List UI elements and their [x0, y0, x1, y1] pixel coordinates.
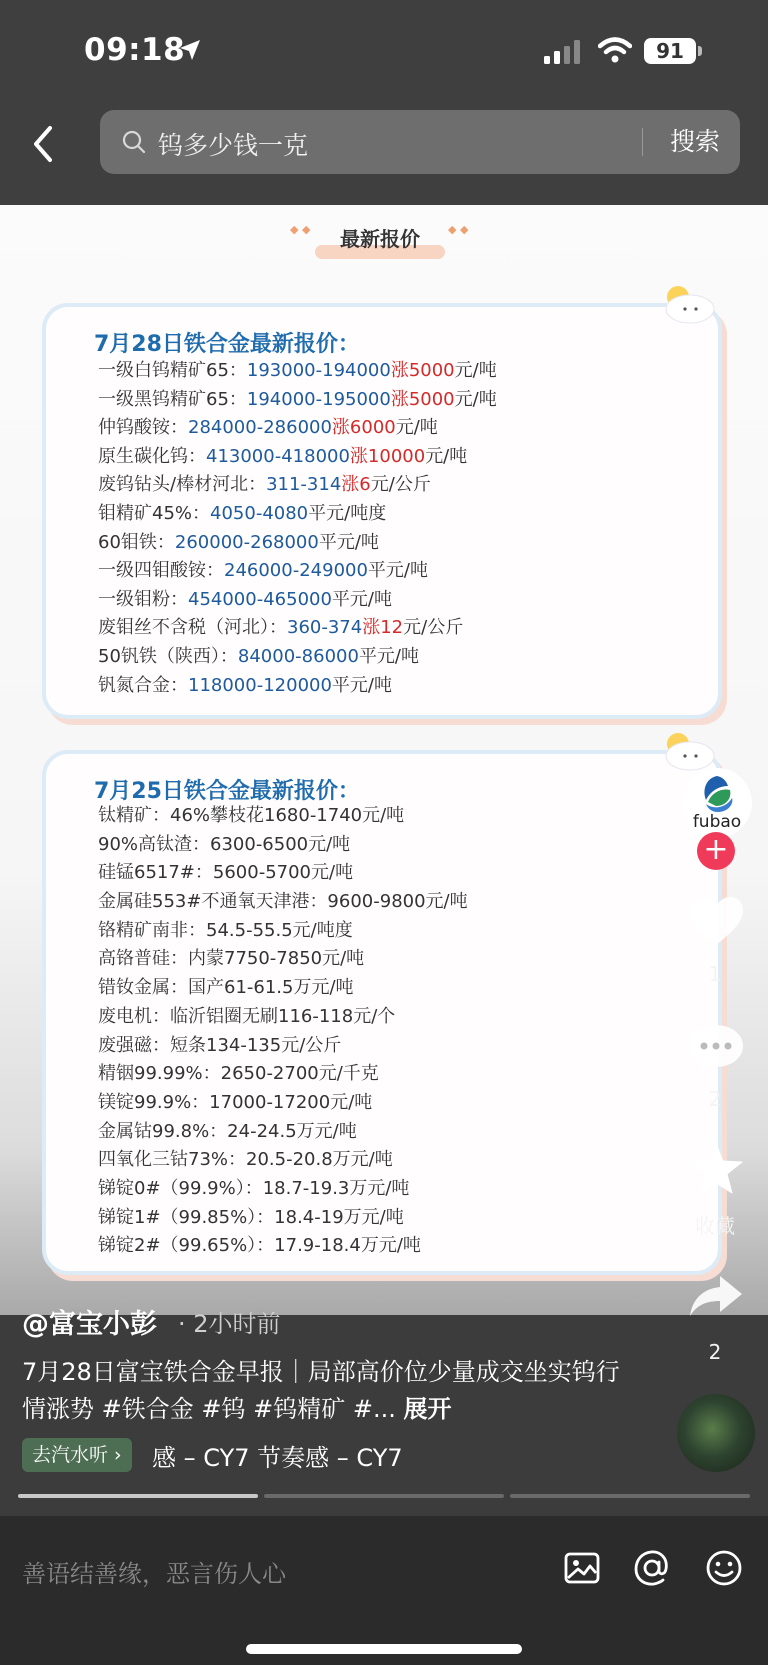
price-row-unit: 元/吨 [454, 388, 497, 410]
emoji-icon[interactable] [704, 1548, 744, 1588]
post-caption[interactable] [22, 1354, 622, 1428]
progress-segment-active [18, 1494, 258, 1498]
author-avatar[interactable] [682, 768, 752, 838]
price-row-value: 360-374 [287, 617, 363, 639]
share-count: 2 [708, 1340, 722, 1364]
card-title: 7月25日铁合金最新报价： [94, 779, 360, 804]
price-row-unit: 元/吨 [425, 445, 468, 467]
price-row-value: 84000-86000 [237, 645, 359, 667]
price-row: 错钕金属：国产61-61.5万元/吨 [98, 977, 354, 999]
comment-icon[interactable] [686, 1022, 746, 1074]
image-icon[interactable] [562, 1548, 602, 1588]
home-indicator [246, 1644, 522, 1654]
price-row [98, 357, 497, 386]
sparkle-icon: ◆ ◆ [448, 223, 469, 236]
price-row-unit: 平元/吨 [367, 560, 428, 582]
price-row: 镁锭99.9%：17000-17200元/吨 [98, 1091, 373, 1113]
price-row [98, 443, 497, 472]
price-row-value: 454000-465000 [188, 588, 332, 610]
price-row-name: 钒氮合金： [98, 674, 188, 696]
price-card-0725 [42, 750, 722, 1275]
comment-count: 2 [708, 1087, 722, 1111]
comment-input[interactable]: 善语结善缘，恶言伤人心 [22, 1560, 286, 1588]
post-time: · 2小时前 [178, 1310, 281, 1338]
price-row-unit: 平元/吨度 [308, 502, 387, 524]
price-row-value: 118000-120000 [188, 674, 332, 696]
price-row-value: 194000-195000 [246, 388, 391, 410]
wifi-icon [598, 36, 632, 64]
location-arrow-icon [178, 38, 202, 62]
price-row-unit: 平元/吨 [331, 674, 392, 696]
price-row-rise: 涨12 [362, 617, 404, 639]
search-query: 钨多少钱一克 [158, 131, 309, 160]
battery-tip [698, 46, 702, 56]
post-image[interactable] [0, 205, 768, 1315]
price-row-name: 废钨钻头/棒材河北： [98, 474, 267, 496]
price-row: 90%高钛渣：6300-6500元/吨 [98, 833, 351, 855]
price-row-rise: 涨6000 [331, 417, 396, 439]
expand-link[interactable]: 展开 [403, 1395, 452, 1423]
author-name[interactable]: @富宝小彭 [22, 1309, 157, 1340]
price-row: 锑锭1#（99.85%）：18.4-19万元/吨 [98, 1206, 404, 1228]
search-button[interactable]: 搜索 [669, 127, 720, 156]
price-row: 废电机：临沂铝圈无刷116-118元/个 [98, 1005, 396, 1027]
price-row: 金属硅553#不通氧天津港：9600-9800元/吨 [98, 891, 468, 913]
sun-cloud-icon [658, 724, 718, 774]
open-music-button[interactable]: 去汽水听 › [22, 1438, 132, 1472]
price-row-name: 原生碳化钨： [98, 445, 206, 467]
price-row [98, 643, 497, 672]
price-row [98, 529, 497, 558]
price-row-value: 193000-194000 [246, 360, 391, 381]
like-heart-icon[interactable] [686, 895, 746, 949]
music-disc[interactable] [677, 1394, 755, 1472]
price-row: 金属钴99.8%：24-24.5万元/吨 [98, 1120, 357, 1142]
follow-button[interactable]: + [697, 832, 735, 870]
price-row-name: 50钒铁（陕西）： [98, 645, 238, 667]
price-row-value: 246000-249000 [224, 560, 368, 582]
price-row-unit: 元/公斤 [370, 474, 431, 496]
price-row-value: 284000-286000 [188, 417, 332, 439]
price-row [98, 614, 497, 643]
price-row-unit: 元/吨 [454, 360, 497, 381]
price-row: 铬精矿南非：54.5-55.5元/吨度 [98, 919, 353, 941]
price-row [98, 386, 497, 415]
price-row-unit: 平元/吨 [318, 531, 379, 553]
price-row: 锑锭2#（99.65%）：17.9-18.4万元/吨 [98, 1235, 421, 1257]
favorite-star-icon[interactable] [688, 1142, 744, 1196]
status-bar [0, 0, 768, 100]
price-row-name: 钼精矿45%： [98, 502, 211, 524]
price-row: 高铬普硅：内蒙7750-7850元/吨 [98, 948, 365, 970]
price-row [98, 672, 497, 701]
price-row-rise: 涨6 [341, 474, 371, 496]
price-row-value: 311-314 [266, 474, 342, 496]
brand-text: fubao [692, 812, 742, 832]
card-title: 7月28日铁合金最新报价： [94, 332, 360, 357]
price-card-0728 [42, 303, 722, 719]
price-row-name: 一级四钼酸铵： [98, 560, 224, 582]
search-icon [122, 130, 146, 154]
price-row-name: 一级黑钨精矿65： [98, 388, 247, 410]
price-row: 废强磁：短条134-135元/公斤 [98, 1034, 342, 1056]
header-tag-label: 最新报价 [340, 227, 420, 251]
price-row-rise: 涨5000 [390, 360, 455, 381]
price-row-name: 一级钼粉： [98, 588, 188, 610]
search-divider [642, 128, 643, 156]
search-input[interactable] [100, 110, 740, 174]
price-list [98, 802, 468, 1261]
price-row: 硅锰6517#：5600-5700元/吨 [98, 862, 354, 884]
price-row-unit: 平元/吨 [331, 588, 392, 610]
price-list [98, 357, 497, 700]
progress-segment [264, 1494, 504, 1498]
price-row [98, 557, 497, 586]
price-row-unit: 元/公斤 [403, 617, 464, 639]
price-row-name: 废钼丝不含税（河北）： [98, 617, 287, 639]
price-row-name: 一级白钨精矿65： [98, 360, 247, 381]
status-time: 09:18 [84, 32, 186, 68]
price-row-unit: 元/吨 [395, 417, 438, 439]
progress-segment [510, 1494, 750, 1498]
price-row-value: 260000-268000 [174, 531, 319, 553]
price-row: 锑锭0#（99.9%）：18.7-19.3万元/吨 [98, 1177, 410, 1199]
favorite-label: 收藏 [695, 1214, 735, 1238]
price-row-value: 413000-418000 [206, 445, 350, 467]
like-count: 1 [708, 962, 722, 986]
sun-cloud-icon [658, 277, 718, 327]
price-row-rise: 涨5000 [390, 388, 455, 410]
price-row-rise: 涨10000 [349, 445, 426, 467]
battery-indicator: 91 [644, 38, 696, 64]
price-row-unit: 平元/吨 [358, 645, 420, 667]
sparkle-icon: ◆ ◆ [290, 223, 311, 236]
price-row: 钛精矿：46%攀枝花1680-1740元/吨 [98, 805, 405, 826]
cellular-signal-icon [544, 40, 584, 64]
music-marquee[interactable]: 感 – CY7 节奏感 – CY7 [152, 1444, 403, 1472]
back-arrow-icon[interactable] [26, 122, 66, 166]
share-icon[interactable] [688, 1272, 744, 1320]
price-row [98, 471, 497, 500]
header-tag [315, 223, 445, 261]
mention-icon[interactable] [632, 1548, 672, 1588]
comment-bar [0, 1516, 768, 1665]
search-header [0, 100, 768, 205]
price-row: 精铟99.99%：2650-2700元/千克 [98, 1063, 379, 1085]
price-row [98, 586, 497, 615]
price-row-name: 60钼铁： [98, 531, 175, 553]
price-row: 四氧化三钴73%：20.5-20.8万元/吨 [98, 1149, 393, 1171]
price-row-value: 4050-4080 [210, 502, 309, 524]
caption-text: 7月28日富宝铁合金早报｜局部高价位少量成交坐实钨行情涨势 #铁合金 #钨 #钨精矿 #... [22, 1358, 620, 1423]
price-row [98, 414, 497, 443]
price-row [98, 500, 497, 529]
price-row-name: 仲钨酸铵： [98, 417, 188, 439]
